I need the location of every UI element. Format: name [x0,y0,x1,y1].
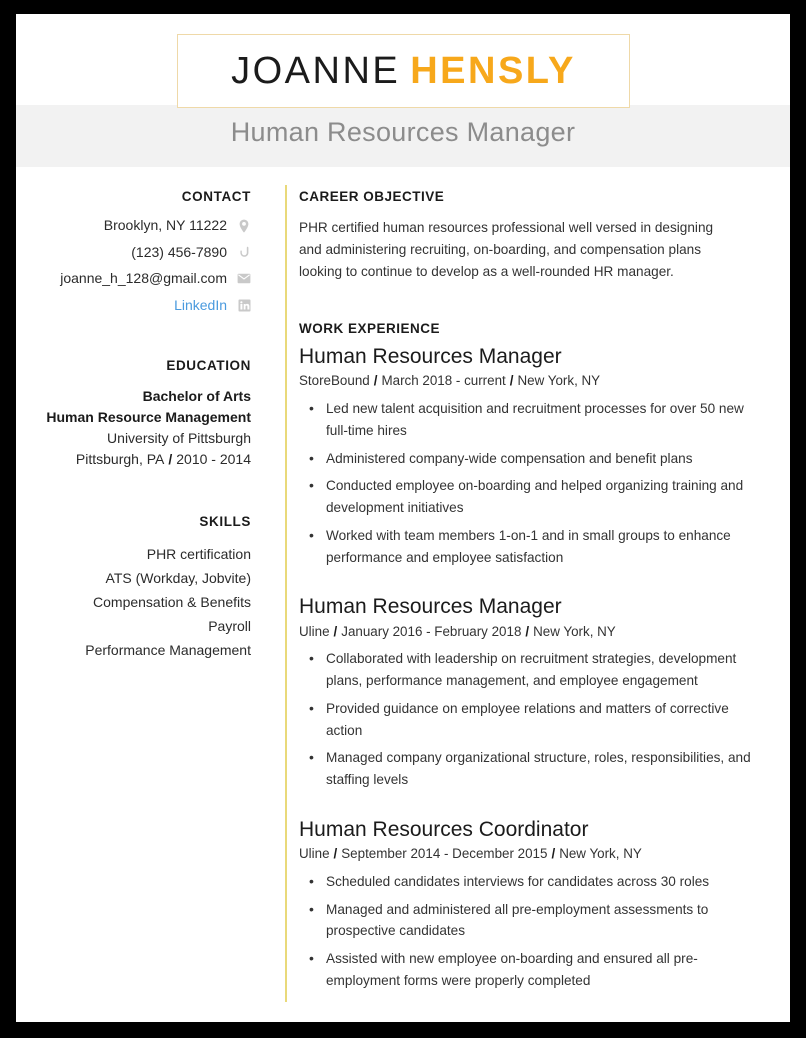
job-meta [299,623,768,642]
job-bullet: • Conducted employee on-boarding and helped organizing training and development initiatives [299,475,758,519]
work-entry [299,344,768,568]
job-location: New York, NY [533,623,616,639]
page-title: Human Resources Manager [230,117,576,147]
job-role: Human Resources Manager [299,345,562,369]
full-name [231,52,576,90]
job-bullet: • Scheduled candidates interviews for candidates across 30 roles [299,871,758,893]
education-heading: EDUCATION [166,358,251,373]
job-bullet: • Collaborated with leadership on recruitment strategies, development plans, performance management, and employee engagement [299,648,758,692]
contact-item-phone [16,244,251,262]
work-entry [299,594,768,791]
job-bullet: • Provided guidance on employee relations and matters of corrective action [299,698,758,742]
first-name: JOANNE [231,50,401,92]
job-dates: September 2014 - December 2015 [341,846,548,862]
resume-sheet [16,14,790,1022]
location-pin-icon [237,219,251,233]
job-location: New York, NY [559,846,642,862]
education-school: University of Pittsburgh [107,430,251,446]
skills-heading: SKILLS [199,514,251,529]
main-content [269,189,790,1018]
job-bullet: • Worked with team members 1-on-1 and in small groups to enhance performance and employee satisfaction [299,525,758,569]
column-divider [285,185,287,1002]
contact-heading: CONTACT [181,189,251,204]
education-degree: Bachelor of Arts [142,388,251,404]
job-company: Uline [299,623,330,639]
job-separator: / [509,373,514,389]
sidebar-section-contact [16,189,251,314]
envelope-icon [237,272,251,286]
job-bullet: • Managed and administered all pre-employment assessments to prospective candidates [299,899,758,943]
contact-phone-text: (123) 456-7890 [131,243,227,260]
career-objective-heading: CAREER OBJECTIVE [299,189,445,204]
skill-item: PHR certification [146,546,251,562]
contact-item-email [16,270,251,288]
job-dates: March 2018 - current [381,373,506,389]
education-major: Human Resource Management [46,409,251,425]
sidebar [16,189,269,706]
linkedin-icon[interactable] [237,298,251,312]
contact-item-address [16,217,251,235]
job-dates: January 2016 - February 2018 [341,623,522,639]
resume-header [16,14,790,167]
job-bullets [299,648,768,791]
work-entry [299,817,768,992]
name-box [177,34,630,108]
contact-item-linkedin[interactable] [16,297,251,315]
job-separator: / [551,846,556,862]
job-bullets [299,398,768,568]
job-company: Uline [299,846,330,862]
job-separator: / [373,373,378,389]
job-bullets [299,871,768,992]
skill-item: Performance Management [85,642,251,659]
job-location: New York, NY [517,373,601,389]
skill-item: ATS (Workday, Jobvite) [105,570,251,587]
sidebar-section-education [16,358,251,470]
last-name: HENSLY [410,50,576,92]
section-work-experience [299,321,768,992]
work-experience-heading: WORK EXPERIENCE [299,321,441,337]
job-bullet: • Led new talent acquisition and recruitment processes for over 50 new full-time hires [299,398,758,442]
job-separator: / [525,623,530,639]
job-role: Human Resources Manager [299,595,562,619]
job-company: StoreBound [299,373,370,389]
skill-item: Payroll [208,618,251,635]
job-separator: / [333,623,338,639]
resume-body [16,167,790,1018]
education-location-dates [16,449,251,470]
job-separator: / [333,846,338,862]
education-location: Pittsburgh, PA [75,451,165,467]
job-meta [299,372,768,391]
job-bullet: • Administered company-wide compensation and benefit plans [299,448,758,470]
education-separator: / [168,451,173,467]
contact-email-text: joanne_h_128@gmail.com [60,270,227,286]
education-dates: 2010 - 2014 [176,451,251,467]
section-career-objective [299,189,768,283]
job-bullet: • Managed company organizational structure, roles, responsibilities, and staffing levels [299,747,758,791]
sidebar-section-skills [16,514,251,662]
phone-icon [237,245,251,259]
job-bullet: • Assisted with new employee on-boarding and ensured all pre-employment forms were properly completed [299,948,758,992]
career-objective-text: PHR certified human resources professional well versed in designing and administering recruiting, on-boarding, and compensation plans looking to continue to develop as a well-rounded HR manager. [299,220,714,280]
linkedin-link[interactable]: LinkedIn [174,296,227,313]
contact-address-text: Brooklyn, NY 11222 [103,217,227,233]
skill-item: Compensation & Benefits [93,594,251,611]
job-meta [299,845,768,864]
job-role: Human Resources Coordinator [299,817,589,841]
